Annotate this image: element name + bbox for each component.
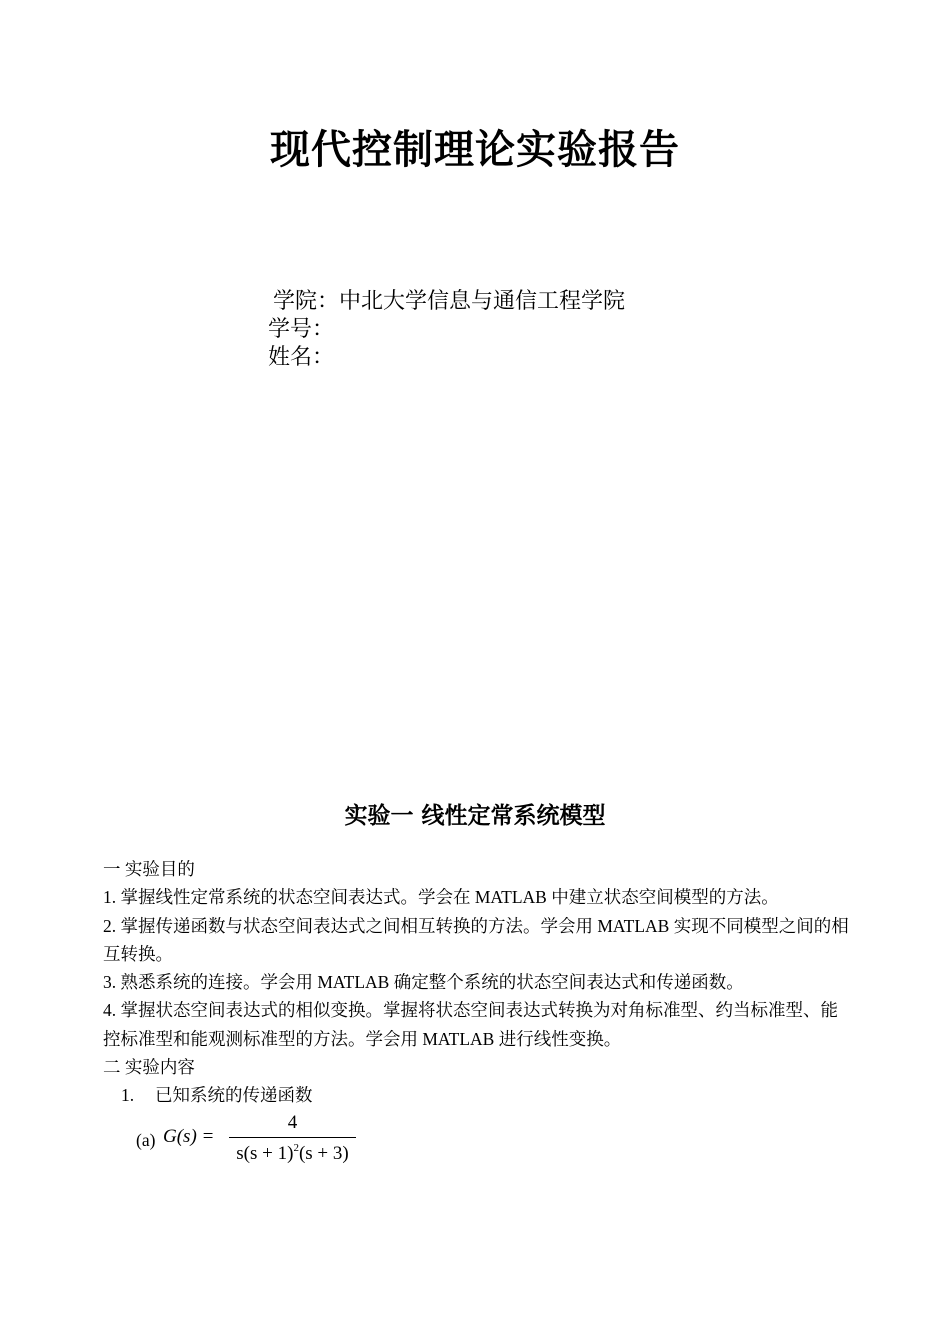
denominator-exponent: 2 [293,1142,299,1154]
objective-item: 2. 掌握传递函数与状态空间表达式之间相互转换的方法。学会用 MATLAB 实现不同模型之间的相互转换。 [103,915,849,964]
denominator-part2: (s + 3) [298,1143,349,1164]
formula-lhs: G(s) = [163,1126,215,1147]
fraction-bar [229,1137,356,1138]
student-info [268,288,625,372]
objective-item: 1. 掌握线性定常系统的状态空间表达式。学会在 MATLAB 中建立状态空间模型的方法。 [103,887,779,908]
student-id-line: 学号： [268,317,335,342]
formula-numerator: 4 [287,1112,298,1133]
denominator-part1: s(s + 1) [236,1143,294,1164]
report-body [103,855,851,1110]
objective-item: 3. 熟悉系统的连接。学会用 MATLAB 确定整个系统的状态空间表达式和传递函数。 [103,972,744,993]
formula-label: (a) [136,1130,156,1150]
content-item-number: 1. [121,1085,135,1106]
content-item-text: 已知系统的传递函数 [155,1085,313,1106]
report-title: 现代控制理论实验报告 [270,127,680,173]
objective-item: 4. 掌握状态空间表达式的相似变换。掌握将状态空间表达式转换为对角标准型、约当标准型、能控标准型和能观测标准型的方法。学会用 MATLAB 进行线性变换。 [103,1000,838,1049]
name-line: 姓名： [268,345,335,370]
section-heading-objectives: 一 实验目的 [103,859,195,879]
section-heading-content: 二 实验内容 [103,1057,195,1078]
formula-denominator [229,1142,356,1165]
content-item [103,1081,851,1109]
college-line: 学院：中北大学信息与通信工程学院 [273,289,626,314]
experiment-title: 实验一 线性定常系统模型 [344,803,606,829]
